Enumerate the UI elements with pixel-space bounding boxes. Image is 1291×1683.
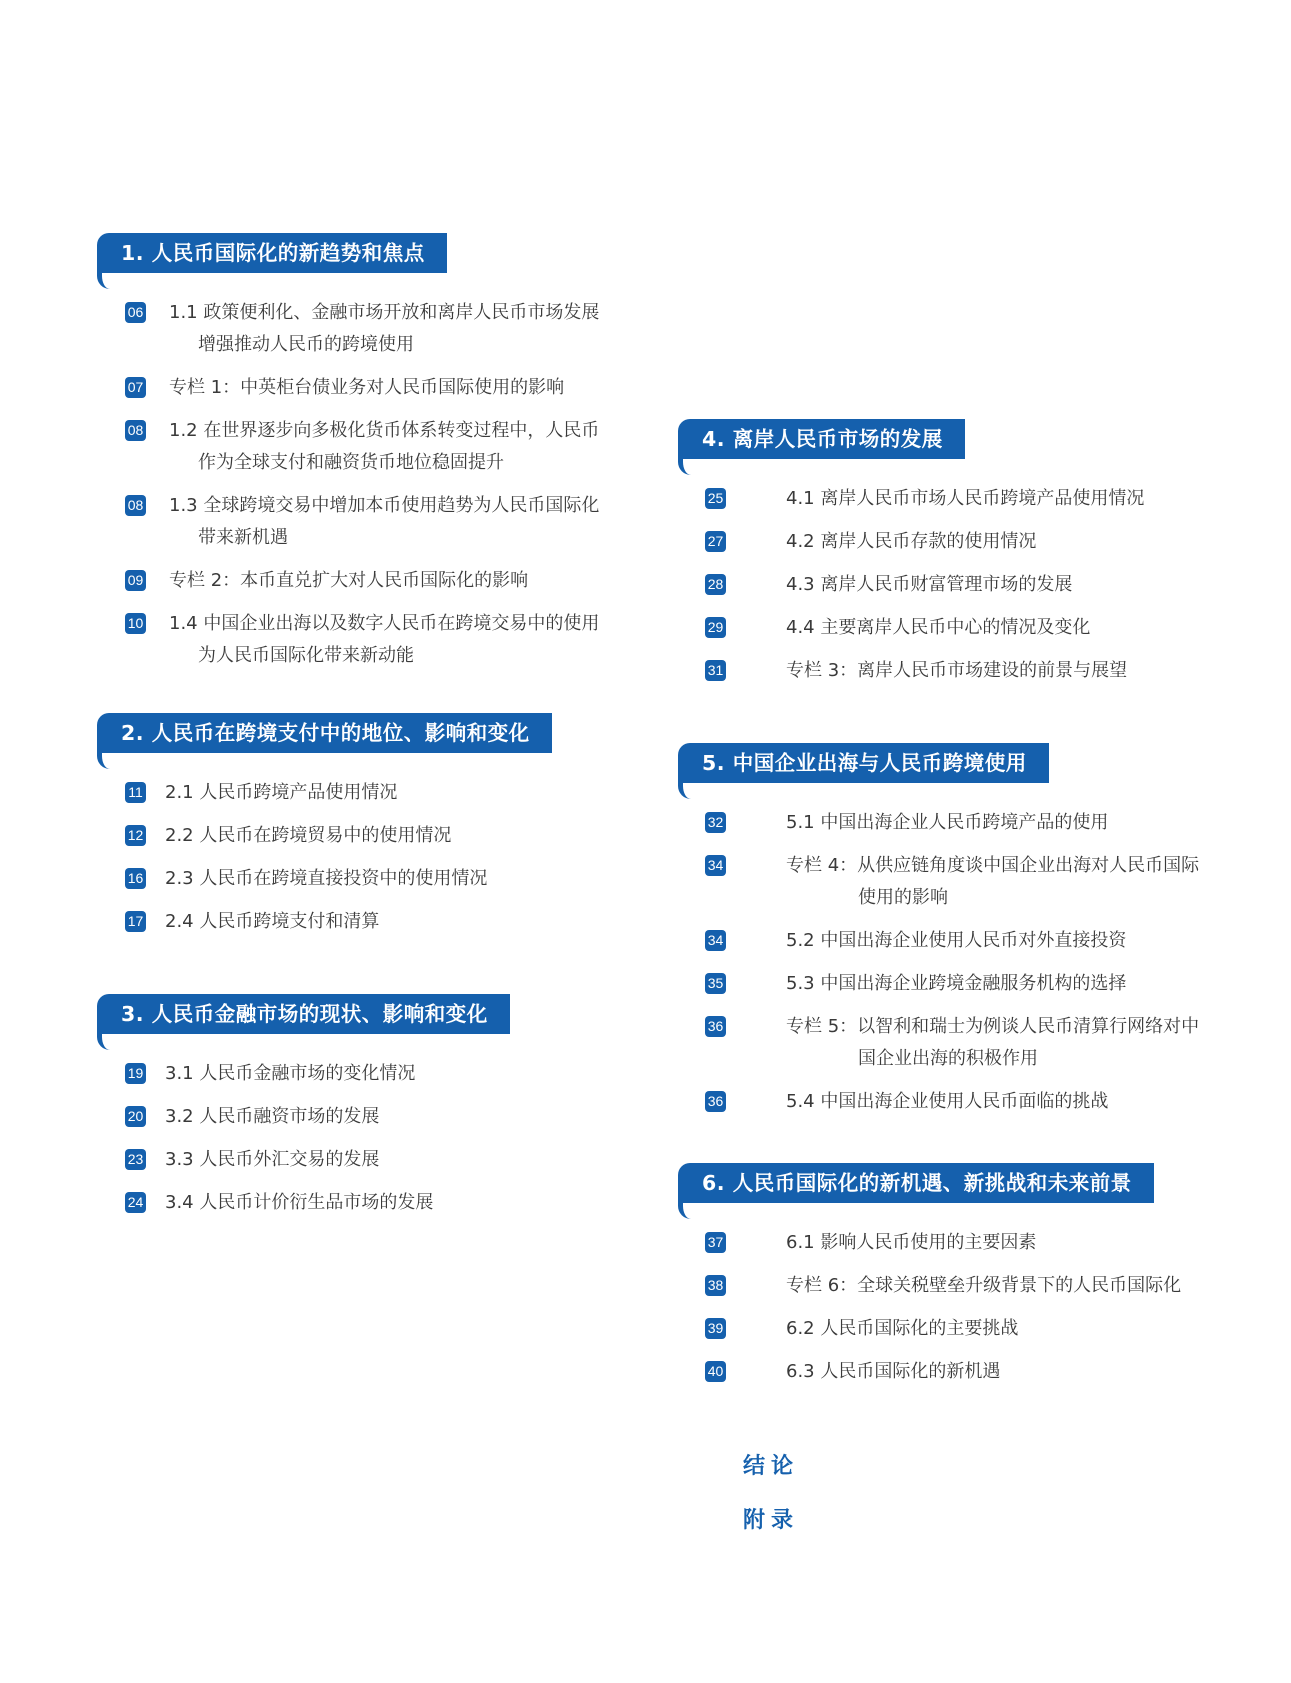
toc-entry[interactable] xyxy=(125,863,552,895)
toc-entry[interactable] xyxy=(705,925,1199,957)
page-number-badge: 23 xyxy=(125,1149,146,1170)
section-heading[interactable]: 5. 中国企业出海与人民币跨境使用 xyxy=(678,743,1049,783)
entry-title: 3.3 人民币外汇交易的发展 xyxy=(165,1149,380,1170)
toc-section-4 xyxy=(678,419,1144,698)
toc-section-3 xyxy=(97,994,510,1230)
toc-list xyxy=(97,777,552,938)
page-number-badge: 28 xyxy=(705,574,726,595)
section-heading[interactable]: 6. 人民币国际化的新机遇、新挑战和未来前景 xyxy=(678,1163,1154,1203)
appendix-link[interactable]: 附录 xyxy=(743,1508,800,1533)
page-number-badge: 34 xyxy=(705,930,726,951)
section-heading[interactable]: 3. 人民币金融市场的现状、影响和变化 xyxy=(97,994,510,1034)
toc-entry[interactable] xyxy=(705,1227,1181,1259)
page-number-badge: 36 xyxy=(705,1016,726,1037)
entry-title: 2.4 人民币跨境支付和清算 xyxy=(165,911,380,932)
toc-entry[interactable] xyxy=(125,1101,510,1133)
toc-section-1 xyxy=(97,233,599,683)
page-number-badge: 20 xyxy=(125,1106,146,1127)
page-number-badge: 08 xyxy=(125,495,146,516)
entry-title: 3.2 人民币融资市场的发展 xyxy=(165,1106,380,1127)
toc-entry[interactable] xyxy=(125,777,552,809)
entry-title-continued: 使用的影响 xyxy=(858,887,948,908)
page-number-badge: 39 xyxy=(705,1318,726,1339)
toc-entry[interactable] xyxy=(125,565,599,597)
toc-entry[interactable] xyxy=(125,1144,510,1176)
toc-entry[interactable] xyxy=(125,372,599,404)
toc-section-6 xyxy=(678,1163,1181,1399)
entry-title: 专栏 4：从供应链角度谈中国企业出海对人民币国际 xyxy=(786,855,1200,876)
toc-entry[interactable] xyxy=(705,483,1144,515)
entry-title: 专栏 5：以智利和瑞士为例谈人民币清算行网络对中 xyxy=(786,1016,1200,1037)
entry-title: 专栏 2：本币直兑扩大对人民币国际化的影响 xyxy=(169,570,529,591)
entry-title: 5.3 中国出海企业跨境金融服务机构的选择 xyxy=(786,973,1127,994)
entry-title: 2.3 人民币在跨境直接投资中的使用情况 xyxy=(165,868,488,889)
page-number-badge: 17 xyxy=(125,911,146,932)
entry-title-continued: 为人民币国际化带来新动能 xyxy=(198,645,414,666)
page-number-badge: 34 xyxy=(705,855,726,876)
entry-title-continued: 国企业出海的积极作用 xyxy=(858,1048,1038,1069)
page-number-badge: 06 xyxy=(125,302,146,323)
entry-title: 6.2 人民币国际化的主要挑战 xyxy=(786,1318,1019,1339)
entry-title: 1.1 政策便利化、金融市场开放和离岸人民币市场发展 xyxy=(169,302,600,323)
page-number-badge: 08 xyxy=(125,420,146,441)
entry-title: 4.4 主要离岸人民币中心的情况及变化 xyxy=(786,617,1091,638)
toc-entry[interactable] xyxy=(705,807,1199,839)
page-number-badge: 11 xyxy=(125,782,146,803)
entry-title-continued: 增强推动人民币的跨境使用 xyxy=(198,334,414,355)
toc-entry[interactable] xyxy=(705,1086,1199,1118)
page-number-badge: 35 xyxy=(705,973,726,994)
toc-list xyxy=(97,297,599,672)
toc-list xyxy=(678,1227,1181,1388)
entry-title: 4.1 离岸人民币市场人民币跨境产品使用情况 xyxy=(786,488,1145,509)
section-heading[interactable]: 2. 人民币在跨境支付中的地位、影响和变化 xyxy=(97,713,552,753)
entry-title: 6.3 人民币国际化的新机遇 xyxy=(786,1361,1001,1382)
toc-section-2 xyxy=(97,713,552,949)
entry-title: 6.1 影响人民币使用的主要因素 xyxy=(786,1232,1037,1253)
entry-title: 3.4 人民币计价衍生品市场的发展 xyxy=(165,1192,434,1213)
entry-title: 4.3 离岸人民币财富管理市场的发展 xyxy=(786,574,1073,595)
toc-entry[interactable] xyxy=(125,415,599,479)
toc-section-5 xyxy=(678,743,1199,1129)
toc-entry[interactable] xyxy=(705,655,1144,687)
entry-title: 5.2 中国出海企业使用人民币对外直接投资 xyxy=(786,930,1127,951)
page-number-badge: 36 xyxy=(705,1091,726,1112)
page-number-badge: 31 xyxy=(705,660,726,681)
section-heading[interactable]: 4. 离岸人民币市场的发展 xyxy=(678,419,965,459)
entry-title: 4.2 离岸人民币存款的使用情况 xyxy=(786,531,1037,552)
entry-title: 3.1 人民币金融市场的变化情况 xyxy=(165,1063,416,1084)
entry-title: 1.3 全球跨境交易中增加本币使用趋势为人民币国际化 xyxy=(169,495,600,516)
page-number-badge: 38 xyxy=(705,1275,726,1296)
toc-entry[interactable] xyxy=(705,1270,1181,1302)
entry-title-continued: 作为全球支付和融资货币地位稳固提升 xyxy=(198,452,504,473)
page-number-badge: 07 xyxy=(125,377,146,398)
toc-entry[interactable] xyxy=(125,1187,510,1219)
page-number-badge: 24 xyxy=(125,1192,146,1213)
page-number-badge: 12 xyxy=(125,825,146,846)
page-number-badge: 27 xyxy=(705,531,726,552)
toc-entry[interactable] xyxy=(125,490,599,554)
entry-title: 专栏 3：离岸人民币市场建设的前景与展望 xyxy=(786,660,1128,681)
page-number-badge: 32 xyxy=(705,812,726,833)
toc-entry[interactable] xyxy=(705,850,1199,914)
toc-entry[interactable] xyxy=(705,526,1144,558)
toc-entry[interactable] xyxy=(125,1058,510,1090)
conclusion-link[interactable]: 结论 xyxy=(743,1454,800,1479)
entry-title: 专栏 1：中英柜台债业务对人民币国际使用的影响 xyxy=(169,377,565,398)
entry-title: 1.4 中国企业出海以及数字人民币在跨境交易中的使用 xyxy=(169,613,600,634)
page-number-badge: 40 xyxy=(705,1361,726,1382)
section-heading[interactable]: 1. 人民币国际化的新趋势和焦点 xyxy=(97,233,447,273)
toc-list xyxy=(678,807,1199,1118)
toc-list xyxy=(678,483,1144,687)
toc-entry[interactable] xyxy=(125,297,599,361)
toc-entry[interactable] xyxy=(705,1011,1199,1075)
toc-list xyxy=(97,1058,510,1219)
page-number-badge: 29 xyxy=(705,617,726,638)
toc-entry[interactable] xyxy=(705,612,1144,644)
entry-title: 5.1 中国出海企业人民币跨境产品的使用 xyxy=(786,812,1109,833)
toc-entry[interactable] xyxy=(705,569,1144,601)
entry-title: 2.2 人民币在跨境贸易中的使用情况 xyxy=(165,825,452,846)
page-number-badge: 16 xyxy=(125,868,146,889)
entry-title: 5.4 中国出海企业使用人民币面临的挑战 xyxy=(786,1091,1109,1112)
page-number-badge: 19 xyxy=(125,1063,146,1084)
entry-title: 2.1 人民币跨境产品使用情况 xyxy=(165,782,398,803)
entry-title: 专栏 6：全球关税壁垒升级背景下的人民币国际化 xyxy=(786,1275,1182,1296)
toc-entry[interactable] xyxy=(125,906,552,938)
page-number-badge: 10 xyxy=(125,613,146,634)
toc-entry[interactable] xyxy=(705,968,1199,1000)
toc-entry[interactable] xyxy=(125,608,599,672)
page-number-badge: 25 xyxy=(705,488,726,509)
entry-title: 1.2 在世界逐步向多极化货币体系转变过程中，人民币 xyxy=(169,420,600,441)
toc-entry[interactable] xyxy=(705,1356,1181,1388)
page-number-badge: 37 xyxy=(705,1232,726,1253)
toc-entry[interactable] xyxy=(705,1313,1181,1345)
toc-entry[interactable] xyxy=(125,820,552,852)
page-number-badge: 09 xyxy=(125,570,146,591)
entry-title-continued: 带来新机遇 xyxy=(198,527,288,548)
